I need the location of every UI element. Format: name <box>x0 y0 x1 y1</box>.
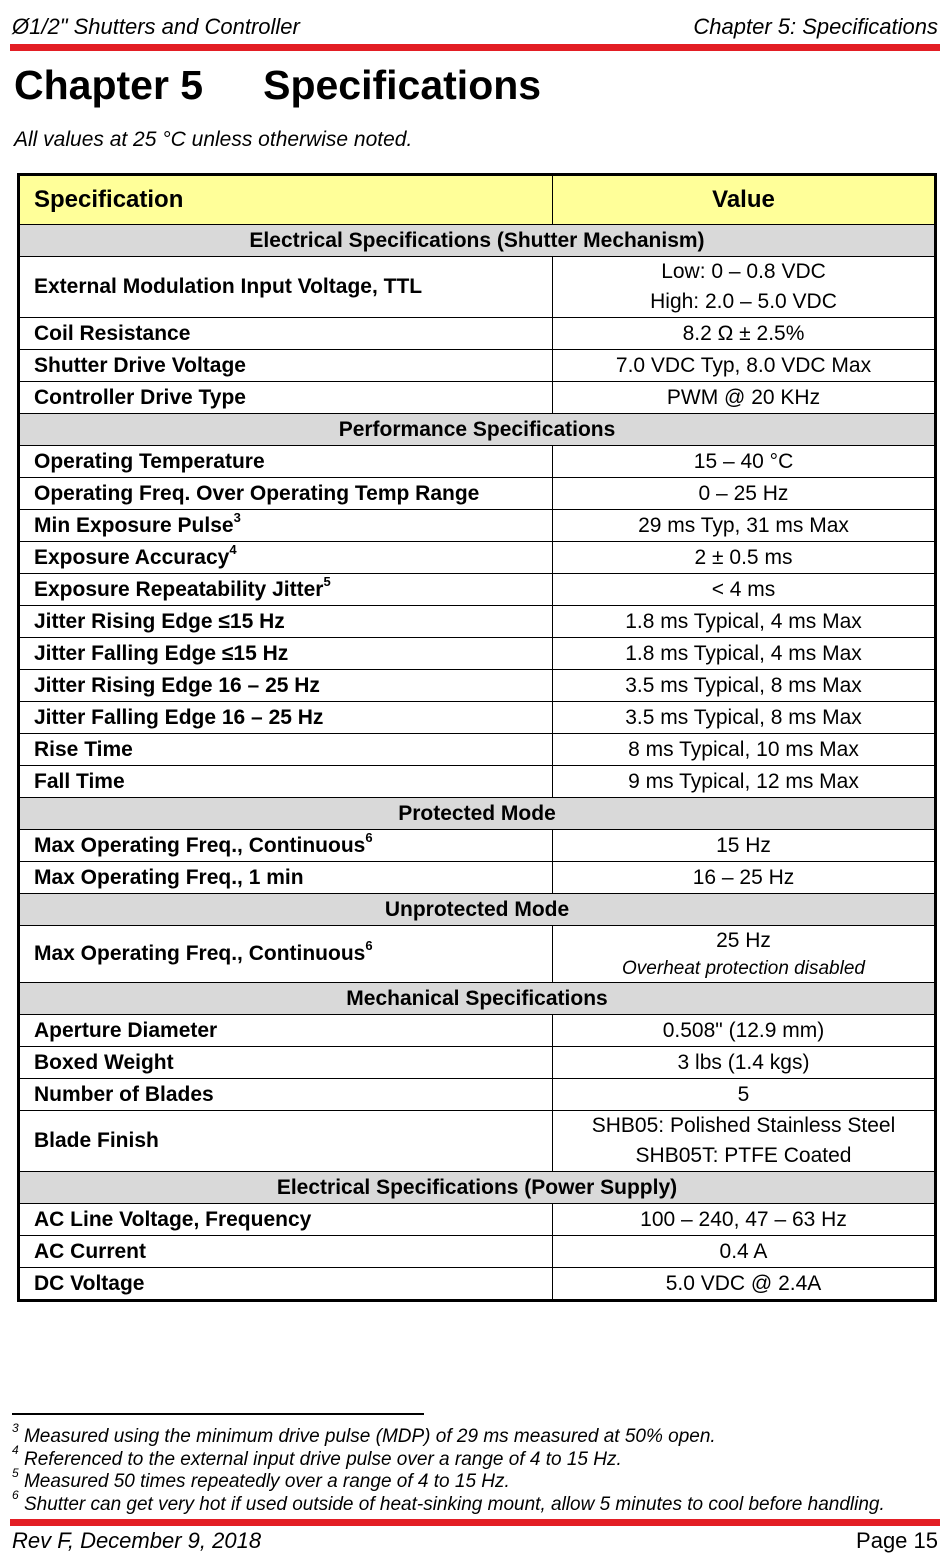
spec-value-cell <box>553 446 936 478</box>
spec-value: 0 – 25 Hz <box>698 481 789 505</box>
spec-value-cell <box>553 1204 936 1236</box>
table-row <box>19 1236 936 1268</box>
spec-name-cell <box>19 1079 553 1111</box>
table-row <box>19 1047 936 1079</box>
table-row <box>19 1079 936 1111</box>
table-row <box>19 766 936 798</box>
spec-value: 15 – 40 °C <box>693 449 794 473</box>
column-header-specification: Specification <box>19 175 553 225</box>
spec-name: Jitter Rising Edge ≤15 Hz <box>34 609 285 633</box>
spec-value-cell <box>553 702 936 734</box>
spec-name-cell <box>19 257 553 318</box>
spec-value: 16 – 25 Hz <box>692 865 795 889</box>
spec-value-cell <box>553 606 936 638</box>
spec-value: 5 <box>737 1082 750 1106</box>
spec-name: Operating Temperature <box>34 449 265 473</box>
spec-name: AC Current <box>34 1239 147 1263</box>
footnote-marker: 3 <box>233 509 241 525</box>
footnote-marker: 6 <box>365 938 373 953</box>
spec-value: Low: 0 – 0.8 VDC <box>661 260 826 283</box>
table-row <box>19 257 936 318</box>
spec-name: Max Operating Freq., Continuous <box>34 833 366 857</box>
footnote <box>12 1488 940 1517</box>
footnote-text: Measured using the minimum drive pulse (MDP) of 29 ms measured at 50% open. <box>23 1426 716 1447</box>
footer-rule <box>10 1519 940 1526</box>
spec-value: 15 Hz <box>716 833 771 857</box>
footer-page-number: Page 15 <box>856 1528 938 1553</box>
footnote-marker: 6 <box>365 829 373 845</box>
table-row <box>19 670 936 702</box>
page-header <box>12 10 938 44</box>
spec-value: 2 ± 0.5 ms <box>694 545 793 569</box>
spec-value-cell <box>553 1268 936 1301</box>
chapter-number: Chapter 5 <box>14 62 204 108</box>
spec-value: 3.5 ms Typical, 8 ms Max <box>625 673 862 697</box>
spec-name: Boxed Weight <box>34 1050 174 1074</box>
footer-revision: Rev F, December 9, 2018 <box>12 1528 262 1553</box>
spec-value-cell <box>553 638 936 670</box>
spec-value-cell <box>553 830 936 862</box>
table-row <box>19 574 936 606</box>
section-title: Unprotected Mode <box>19 894 936 926</box>
spec-value-note: Overheat protection disabled <box>622 958 865 979</box>
spec-value-cell <box>553 1015 936 1047</box>
spec-name: Jitter Falling Edge 16 – 25 Hz <box>34 705 324 729</box>
header-rule <box>10 44 940 51</box>
footnote-text: Referenced to the external input drive pulse over a range of 4 to 15 Hz. <box>23 1448 622 1470</box>
table-row <box>19 1111 936 1172</box>
spec-value: 29 ms Typ, 31 ms Max <box>638 513 849 537</box>
spec-value-cell <box>553 574 936 606</box>
table-row <box>19 862 936 894</box>
table-row <box>19 702 936 734</box>
spec-name: Controller Drive Type <box>34 385 246 409</box>
table-header-row <box>19 175 936 225</box>
footnotes <box>12 1420 940 1516</box>
spec-name: Exposure Accuracy <box>34 545 230 569</box>
spec-name: Operating Freq. Over Operating Temp Range <box>34 481 480 505</box>
spec-name: Min Exposure Pulse <box>34 513 234 537</box>
section-title: Performance Specifications <box>19 414 936 446</box>
spec-name-cell <box>19 1268 553 1301</box>
spec-name-cell <box>19 382 553 414</box>
table-row <box>19 510 936 542</box>
spec-name: Fall Time <box>34 769 125 793</box>
spec-name-cell <box>19 510 553 542</box>
spec-value: 0.508" (12.9 mm) <box>662 1018 825 1042</box>
footnote-number: 5 <box>12 1465 19 1480</box>
footnote-marker: 5 <box>323 573 331 589</box>
spec-name: Rise Time <box>34 737 133 761</box>
section-title: Electrical Specifications (Shutter Mechanism) <box>19 225 936 257</box>
spec-value-cell <box>553 734 936 766</box>
spec-name-cell <box>19 734 553 766</box>
spec-name: Shutter Drive Voltage <box>34 353 246 377</box>
spec-value-cell <box>553 350 936 382</box>
table-row <box>19 446 936 478</box>
section-row <box>19 1172 936 1204</box>
spec-value-cell <box>553 926 936 983</box>
spec-value: 100 – 240, 47 – 63 Hz <box>640 1207 847 1231</box>
section-row <box>19 414 936 446</box>
spec-name: Number of Blades <box>34 1082 214 1106</box>
spec-value: 5.0 VDC @ 2.4A <box>665 1271 822 1295</box>
spec-name-cell <box>19 1111 553 1172</box>
spec-value: < 4 ms <box>711 577 776 601</box>
spec-name-cell <box>19 542 553 574</box>
spec-name-cell <box>19 574 553 606</box>
spec-value-cell <box>553 382 936 414</box>
spec-name-cell <box>19 766 553 798</box>
table-row <box>19 638 936 670</box>
spec-value: 9 ms Typical, 12 ms Max <box>628 769 859 793</box>
spec-value: 3 lbs (1.4 kgs) <box>677 1050 810 1074</box>
spec-value: SHB05: Polished Stainless Steel <box>591 1114 896 1137</box>
spec-name: AC Line Voltage, Frequency <box>34 1207 312 1231</box>
footnote <box>12 1443 940 1472</box>
spec-name-cell <box>19 606 553 638</box>
column-header-value: Value <box>553 175 936 225</box>
table-row <box>19 542 936 574</box>
footnote <box>12 1420 940 1449</box>
table-row <box>19 830 936 862</box>
footnote-text: Shutter can get very hot if used outside of heat-sinking mount, allow 5 minutes to cool before handling. <box>23 1493 885 1515</box>
spec-name-cell <box>19 1236 553 1268</box>
spec-table-body <box>19 225 936 1301</box>
spec-value-cell <box>553 862 936 894</box>
spec-value-line-2: SHB05T: PTFE Coated <box>635 1144 852 1167</box>
spec-name: Jitter Rising Edge 16 – 25 Hz <box>34 673 320 697</box>
footnote-number: 4 <box>12 1443 19 1458</box>
table-row <box>19 1268 936 1301</box>
section-title: Mechanical Specifications <box>19 983 936 1015</box>
spec-value-cell <box>553 510 936 542</box>
spec-name-cell <box>19 638 553 670</box>
spec-name: Max Operating Freq., Continuous <box>34 942 366 965</box>
footnote <box>12 1465 940 1494</box>
spec-name: Exposure Repeatability Jitter <box>34 577 324 601</box>
spec-name-cell <box>19 350 553 382</box>
header-chapter: Chapter 5: Specifications <box>693 14 938 39</box>
spec-value-cell <box>553 1047 936 1079</box>
section-title: Protected Mode <box>19 798 936 830</box>
spec-value: 1.8 ms Typical, 4 ms Max <box>625 609 862 633</box>
page-subtitle: All values at 25 °C unless otherwise noted. <box>14 128 413 151</box>
page-title <box>14 62 541 109</box>
footnote-number: 3 <box>12 1420 19 1435</box>
spec-value-cell <box>553 257 936 318</box>
section-row <box>19 798 936 830</box>
footnote-rule <box>12 1413 424 1415</box>
spec-name-cell <box>19 926 553 983</box>
section-row <box>19 983 936 1015</box>
section-title: Electrical Specifications (Power Supply) <box>19 1172 936 1204</box>
section-row <box>19 894 936 926</box>
spec-name: Coil Resistance <box>34 321 191 345</box>
footnote-marker: 4 <box>229 541 237 557</box>
table-row <box>19 382 936 414</box>
spec-name-cell <box>19 862 553 894</box>
spec-value: PWM @ 20 KHz <box>666 385 821 409</box>
table-row <box>19 1015 936 1047</box>
spec-name-cell <box>19 1015 553 1047</box>
spec-name: Blade Finish <box>34 1129 159 1152</box>
spec-name-cell <box>19 478 553 510</box>
spec-value-cell <box>553 670 936 702</box>
spec-value-cell <box>553 1079 936 1111</box>
spec-name: DC Voltage <box>34 1271 145 1295</box>
spec-name: Max Operating Freq., 1 min <box>34 865 304 889</box>
table-row <box>19 1204 936 1236</box>
spec-name-cell <box>19 702 553 734</box>
spec-name-cell <box>19 1047 553 1079</box>
table-row <box>19 734 936 766</box>
spec-value-cell <box>553 478 936 510</box>
section-row <box>19 225 936 257</box>
chapter-name: Specifications <box>263 62 542 108</box>
spec-name-cell <box>19 830 553 862</box>
spec-name: External Modulation Input Voltage, TTL <box>34 275 423 298</box>
spec-name-cell <box>19 1204 553 1236</box>
footnote-text: Measured 50 times repeatedly over a range of 4 to 15 Hz. <box>23 1471 510 1492</box>
spec-value: 1.8 ms Typical, 4 ms Max <box>625 641 862 665</box>
spec-value: 3.5 ms Typical, 8 ms Max <box>625 705 862 729</box>
spec-value-line-2: High: 2.0 – 5.0 VDC <box>650 290 837 313</box>
spec-name-cell <box>19 446 553 478</box>
table-row <box>19 606 936 638</box>
table-row <box>19 478 936 510</box>
spec-value-cell <box>553 1236 936 1268</box>
spec-value: 0.4 A <box>719 1239 768 1263</box>
spec-name-cell <box>19 670 553 702</box>
footnote-number: 6 <box>12 1488 19 1503</box>
header-doc-title: Ø1/2" Shutters and Controller <box>12 14 300 39</box>
spec-name: Aperture Diameter <box>34 1018 218 1042</box>
spec-name: Jitter Falling Edge ≤15 Hz <box>34 641 289 665</box>
table-row <box>19 926 936 983</box>
spec-value: 8 ms Typical, 10 ms Max <box>628 737 859 761</box>
spec-value-cell <box>553 766 936 798</box>
spec-value-cell <box>553 1111 936 1172</box>
spec-value: 25 Hz <box>716 929 771 952</box>
spec-value-cell <box>553 318 936 350</box>
spec-value: 7.0 VDC Typ, 8.0 VDC Max <box>615 353 872 377</box>
spec-value-cell <box>553 542 936 574</box>
table-row <box>19 318 936 350</box>
spec-value: 8.2 Ω ± 2.5% <box>682 321 805 345</box>
table-row <box>19 350 936 382</box>
spec-table <box>17 173 937 1302</box>
spec-name-cell <box>19 318 553 350</box>
